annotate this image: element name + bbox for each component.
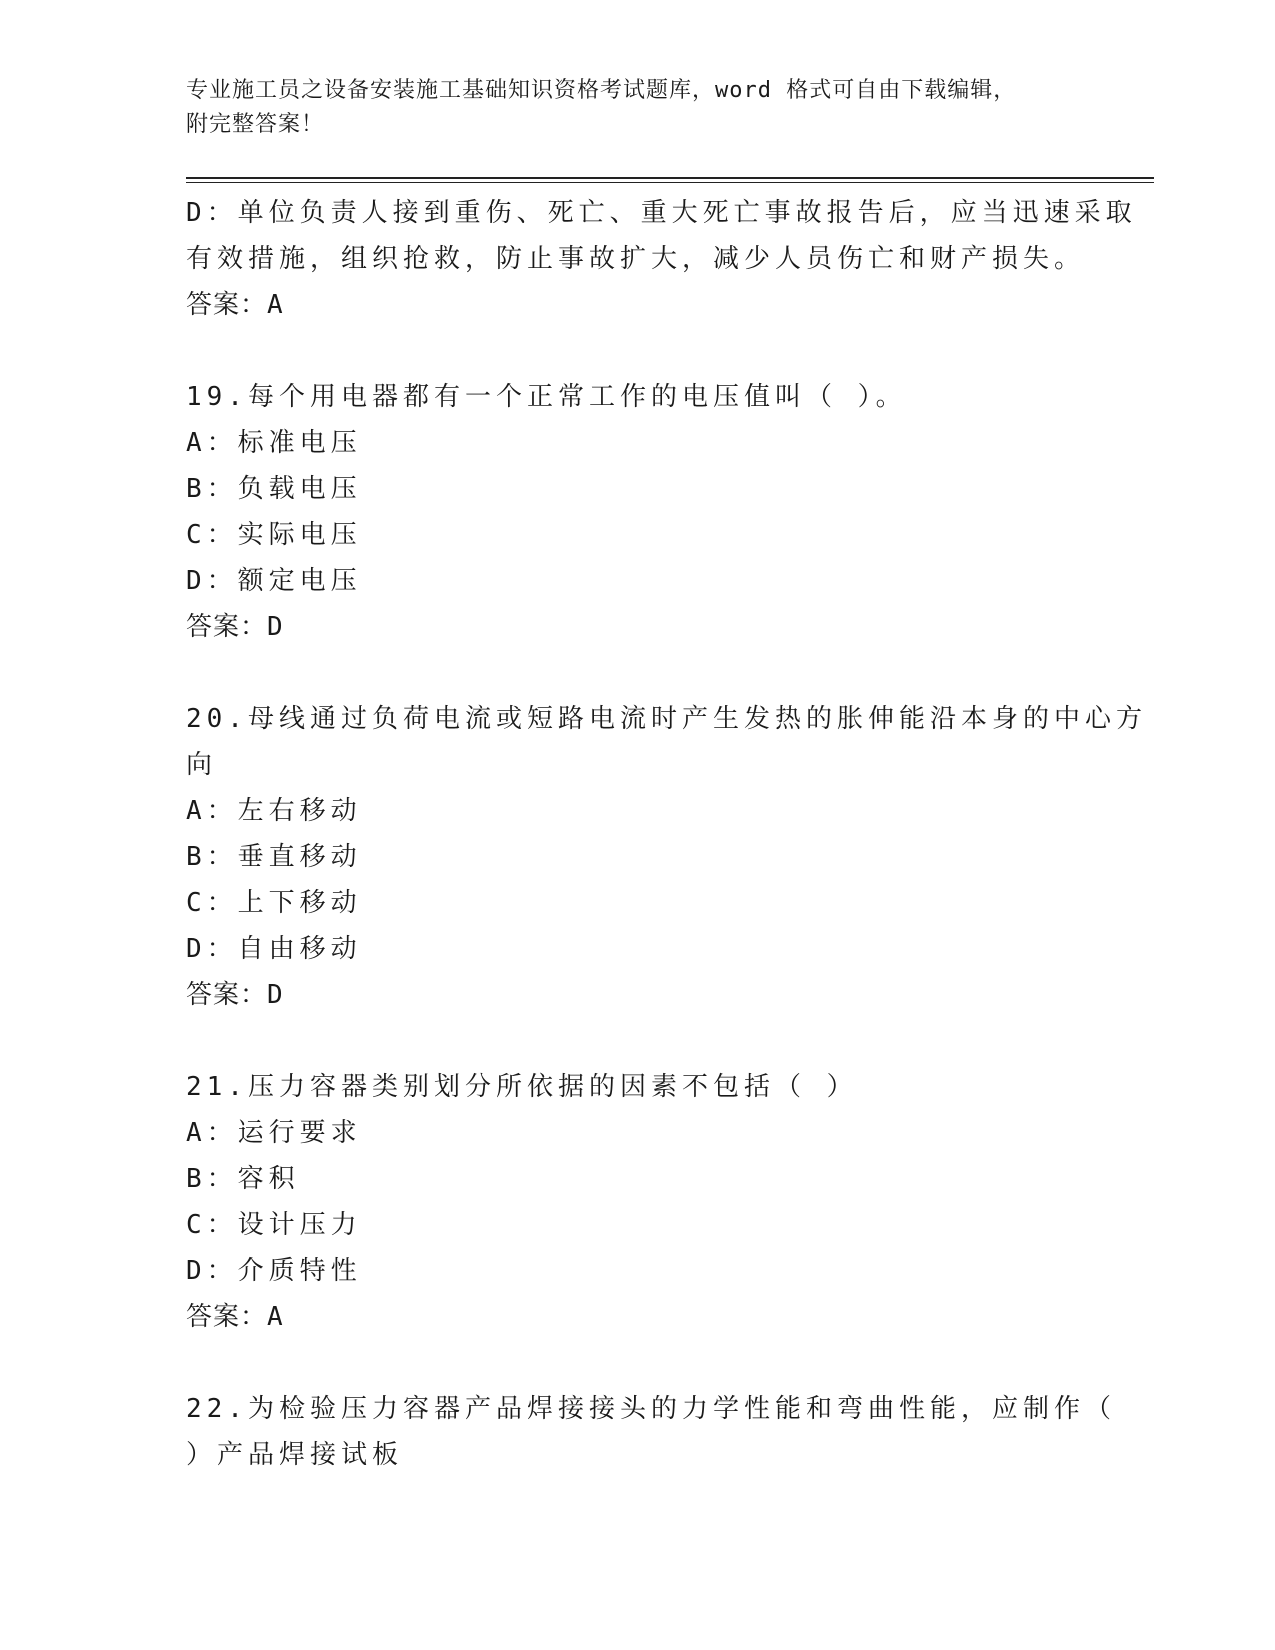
question-21 <box>186 1064 1086 1340</box>
question-stem: ）产品焊接试板 <box>186 1440 404 1470</box>
answer-line <box>186 282 1086 328</box>
option-a: A：运行要求 <box>186 1118 362 1148</box>
answer-value: A <box>267 290 284 320</box>
document-header <box>186 74 1086 142</box>
answer-label: 答案： <box>186 980 268 1010</box>
question-stem: 21.压力容器类别划分所依据的因素不包括（ ） <box>186 1072 858 1102</box>
header-line: 附完整答案！ <box>186 112 325 137</box>
question-stem: 向 <box>186 750 218 780</box>
answer-line <box>186 1294 1086 1340</box>
spacer <box>186 650 1086 696</box>
option-c: C：实际电压 <box>186 520 362 550</box>
header-line: 专业施工员之设备安装施工基础知识资格考试题库，word 格式可自由下载编辑， <box>186 78 1017 103</box>
question-continuation <box>186 190 1137 328</box>
option-c: C：设计压力 <box>186 1210 362 1240</box>
answer-label: 答案： <box>186 612 268 642</box>
spacer <box>186 1340 1086 1386</box>
answer-value: D <box>267 980 284 1010</box>
option-b: B：垂直移动 <box>186 842 362 872</box>
question-stem: 20.母线通过负荷电流或短路电流时产生发热的胀伸能沿本身的中心方 <box>186 704 1147 734</box>
question-list <box>186 190 1147 1478</box>
question-20 <box>186 696 1147 1018</box>
option-a: A：左右移动 <box>186 796 362 826</box>
header-divider <box>186 177 1154 179</box>
answer-value: A <box>267 1302 284 1332</box>
option-b: B：容积 <box>186 1164 300 1194</box>
question-stem: 22.为检验压力容器产品焊接接头的力学性能和弯曲性能，应制作（ <box>186 1394 1116 1424</box>
answer-label: 答案： <box>186 290 268 320</box>
answer-line <box>186 972 1086 1018</box>
answer-label: 答案： <box>186 1302 268 1332</box>
question-stem: 19.每个用电器都有一个正常工作的电压值叫（ ）。 <box>186 382 907 412</box>
option-b: B：负载电压 <box>186 474 362 504</box>
spacer <box>186 1018 1086 1064</box>
answer-line <box>186 604 1086 650</box>
answer-value: D <box>267 612 284 642</box>
option-text: 有效措施，组织抢救，防止事故扩大，减少人员伤亡和财产损失。 <box>186 244 1086 274</box>
option-d: D：介质特性 <box>186 1256 362 1286</box>
option-c: C：上下移动 <box>186 888 362 918</box>
option-d: D：自由移动 <box>186 934 362 964</box>
option-d: D：额定电压 <box>186 566 362 596</box>
question-19 <box>186 374 1086 650</box>
option-a: A：标准电压 <box>186 428 362 458</box>
option-text: D：单位负责人接到重伤、死亡、重大死亡事故报告后，应当迅速采取 <box>186 198 1137 228</box>
question-22 <box>186 1386 1116 1478</box>
header-divider-thin <box>186 182 1154 183</box>
spacer <box>186 328 1086 374</box>
